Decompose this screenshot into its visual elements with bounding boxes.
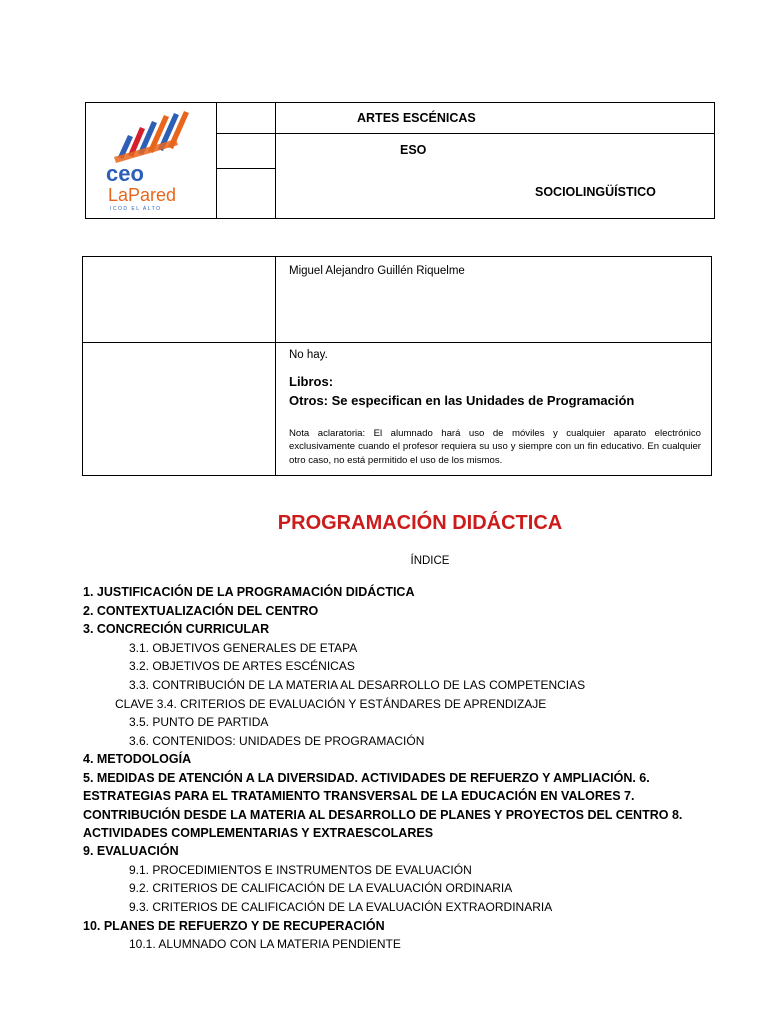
toc-item: 10. PLANES DE REFUERZO Y DE RECUPERACIÓN: [83, 918, 385, 933]
toc-subitem: 3.3. CONTRIBUCIÓN DE LA MATERIA AL DESARROLLO DE LAS COMPETENCIAS: [129, 677, 586, 692]
toc-subitem: 9.3. CRITERIOS DE CALIFICACIÓN DE LA EVALUACIÓN EXTRAORDINARIA: [129, 899, 553, 914]
toc-subitem: 3.1. OBJETIVOS GENERALES DE ETAPA: [129, 640, 358, 655]
toc-subitem: 9.1. PROCEDIMIENTOS E INSTRUMENTOS DE EVALUACIÓN: [129, 862, 472, 877]
toc-item: 2. CONTEXTUALIZACIÓN DEL CENTRO: [83, 603, 319, 618]
toc-subitem: 3.5. PUNTO DE PARTIDA: [129, 715, 269, 730]
toc-subitem: 10.1. ALUMNADO CON LA MATERIA PENDIENTE: [129, 937, 401, 952]
logo-text-lapared: LaPared: [108, 185, 177, 205]
pencils-icon: [114, 111, 189, 163]
index-label: ÍNDICE: [410, 555, 450, 567]
logo-tagline: ICOD EL ALTO: [110, 206, 162, 212]
toc-item: 4. METODOLOGÍA: [83, 752, 192, 767]
header-row-divider: [216, 168, 275, 169]
subject-name: ARTES ESCÉNICAS: [357, 111, 476, 125]
toc-item: 5. MEDIDAS DE ATENCIÓN A LA DIVERSIDAD. ACTIVIDADES DE REFUERZO Y AMPLIACIÓN. 6. ESTRATEGIAS PARA EL TRATAMIENTO TRANSVERSAL DE LA EDUCACIÓN EN VALORES 7. CONTRIBUCIÓN DESDE LA MATERIA AL DESARROLLO DE PLANES Y PROYECTOS DEL CENTRO 8. ACTIVIDADES COMPLEMENTARIAS Y EXTRAESCOLARES: [83, 770, 683, 840]
books-label: Libros:: [289, 374, 334, 389]
toc-subitem: 9.2. CRITERIOS DE CALIFICACIÓN DE LA EVALUACIÓN ORDINARIA: [129, 881, 513, 896]
school-logo: [98, 109, 208, 213]
area-name: SOCIOLINGÜÍSTICO: [535, 185, 656, 199]
info-table-horizontal-divider: [83, 342, 711, 343]
toc-subitem: CLAVE 3.4. CRITERIOS DE EVALUACIÓN Y ESTÁNDARES DE APRENDIZAJE: [115, 696, 547, 711]
toc-item: 9. EVALUACIÓN: [83, 844, 179, 859]
page-title: PROGRAMACIÓN DIDÁCTICA: [277, 512, 563, 534]
toc-item: 3. CONCRECIÓN CURRICULAR: [83, 622, 270, 637]
toc-subitem: 3.2. OBJETIVOS DE ARTES ESCÉNICAS: [129, 659, 355, 674]
toc-subitem: 3.6. CONTENIDOS: UNIDADES DE PROGRAMACIÓN: [129, 733, 425, 748]
teacher-name: Miguel Alejandro Guillén Riquelme: [289, 265, 465, 277]
header-spacer-column: [216, 103, 276, 218]
logo-cell: [86, 103, 217, 218]
header-row-divider: [216, 133, 714, 134]
stage-name: ESO: [400, 143, 427, 157]
others-label: Otros: Se especifican en las Unidades de Programación: [289, 393, 635, 408]
info-table: [82, 256, 712, 476]
header-table: [85, 102, 715, 219]
toc-item: 1. JUSTIFICACIÓN DE LA PROGRAMACIÓN DIDÁCTICA: [83, 585, 415, 599]
logo-text-ceo: ceo: [106, 161, 144, 186]
table-of-contents: [83, 583, 703, 954]
materials-none: No hay.: [289, 349, 328, 361]
info-table-vertical-divider: [275, 257, 276, 475]
clarifying-note: Nota aclaratoria: El alumnado hará uso de móviles y cualquier aparato electrónico exclusivamente cuando el profesor requiera su uso y siempre con un fin educativo. En cualquier otro caso, no está permitido el uso de los mismos.: [289, 428, 701, 466]
